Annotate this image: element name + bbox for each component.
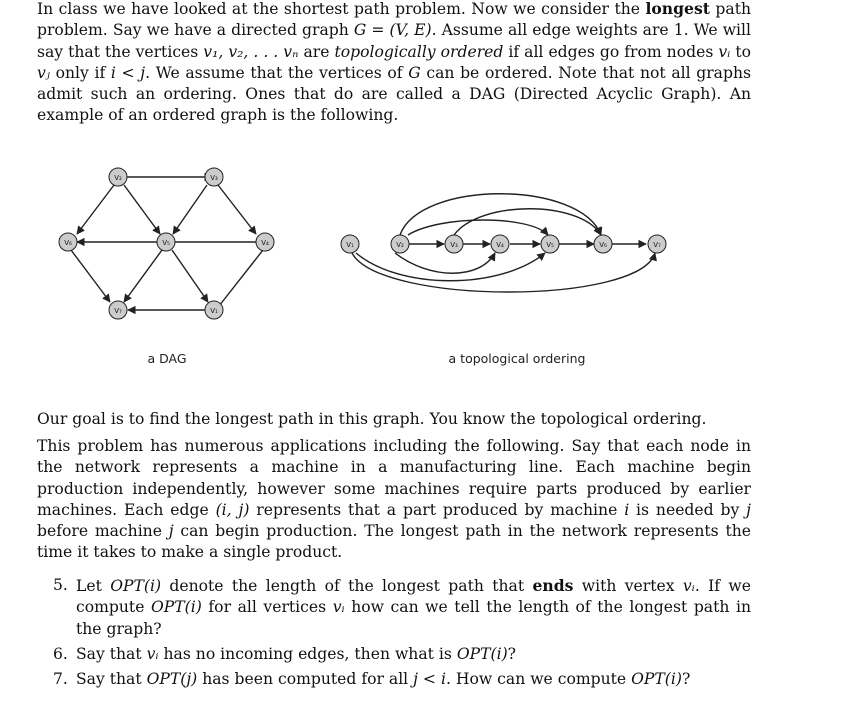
dag-edge	[124, 185, 160, 234]
dag-edge	[71, 250, 110, 302]
dag-nodes	[59, 168, 274, 319]
vi-math: vᵢ	[682, 577, 695, 595]
dag-edge	[218, 185, 256, 234]
vi-math: vᵢ	[718, 42, 731, 61]
question-text: with vertex	[573, 577, 683, 595]
application-text: represents that a part produced by machine	[249, 500, 625, 519]
question-text: how can we tell the length of the longest path in the graph?	[76, 598, 751, 638]
ends-term: ends	[532, 576, 574, 595]
intro-text: . Assume all edge weights are 1. We will say that the vertices	[37, 21, 751, 61]
question-text: Say that	[76, 644, 147, 663]
i-math: i	[624, 500, 630, 519]
application-paragraph	[37, 436, 751, 564]
intro-text: are	[298, 42, 335, 61]
intro-text: can be ordered. Note that not all graphs admit such an ordering. Ones that do are called a DAG (Directed Acyclic Graph). An example of an ordered graph is the following.	[37, 63, 752, 125]
opt-math: OPT(i)	[151, 598, 202, 617]
graph-figure-svg	[0, 140, 850, 380]
application-text: before machine	[37, 522, 169, 541]
topo-edge	[454, 209, 601, 235]
intro-text: . We assume that the vertices of	[145, 63, 409, 82]
j-math: j	[746, 500, 752, 519]
question-number: 6.	[53, 644, 68, 663]
opt-math: OPT(i)	[456, 644, 508, 663]
dag-edge	[124, 250, 162, 302]
intro-text: In class we have looked at the shortest path problem. Now we consider the	[37, 0, 646, 18]
vj-math: vⱼ	[37, 63, 50, 82]
goal-paragraph: Our goal is to find the longest path in this graph. You know the topological ordering.	[37, 410, 707, 428]
svg-text:V₁: V₁	[210, 307, 218, 315]
vertices-math: v₁, v₂, . . . vₙ	[203, 42, 299, 61]
question-number: 7.	[53, 670, 68, 689]
svg-text:V₄: V₄	[261, 239, 269, 247]
dag-node	[59, 233, 77, 251]
vi-math: vᵢ	[146, 644, 159, 663]
svg-text:V₁: V₁	[346, 241, 354, 249]
intro-paragraph	[37, 0, 751, 127]
topo-edge	[352, 253, 655, 292]
topo-node	[594, 235, 612, 253]
question-text: denote the length of the longest path that	[161, 577, 533, 595]
longest-term: longest	[645, 0, 710, 18]
edge-math: (i, j)	[215, 500, 250, 519]
topo-node	[541, 235, 559, 253]
topologically-ordered-term: topologically ordered	[334, 42, 504, 61]
dag-caption: a DAG	[147, 351, 187, 366]
dag-node	[157, 233, 175, 251]
application-text: This problem has numerous applications including the following. Say that each node in the network represents a machine in a manufacturing line. Each machine begin production independently, however some machines require parts produced by earlier machines. Each edge	[37, 437, 751, 519]
dag-node	[109, 168, 127, 186]
intro-text: only if	[49, 63, 111, 82]
j-math: j	[168, 522, 174, 541]
svg-text:V₆: V₆	[599, 241, 607, 249]
svg-text:V₅: V₅	[546, 241, 554, 249]
svg-text:V₂: V₂	[114, 174, 122, 182]
question-5	[37, 575, 751, 640]
opt-math: OPT(i)	[631, 670, 682, 689]
intro-text: path problem. Say we have a directed graph	[37, 0, 752, 40]
j-less-i-math: j < i	[413, 670, 446, 689]
graph-figure	[0, 140, 850, 380]
question-text: . How can we compute	[445, 670, 632, 689]
question-text: ?	[681, 670, 691, 689]
question-text: Say that	[76, 670, 147, 689]
question-text: ?	[507, 644, 517, 663]
intro-text: to	[730, 42, 751, 61]
svg-text:V₂: V₂	[396, 241, 404, 249]
svg-text:V₃: V₃	[450, 241, 458, 249]
dag-node	[205, 301, 223, 319]
topo-node	[341, 235, 359, 253]
question-6	[37, 644, 751, 665]
dag-edge	[172, 250, 208, 302]
dag-edge	[77, 185, 114, 234]
svg-text:V₃: V₃	[210, 174, 218, 182]
opt-math: OPT(j)	[146, 670, 198, 689]
topo-caption: a topological ordering	[448, 351, 586, 366]
dag-node	[205, 168, 223, 186]
application-text: is needed by	[629, 500, 747, 519]
dag-edge	[173, 185, 207, 234]
topo-node	[391, 235, 409, 253]
topo-node	[648, 235, 666, 253]
vi-math: vᵢ	[332, 598, 345, 617]
question-7	[37, 669, 751, 690]
topo-edge	[408, 220, 548, 235]
question-text: has no incoming edges, then what is	[158, 644, 457, 663]
svg-text:V₄: V₄	[496, 241, 504, 249]
topo-node	[491, 235, 509, 253]
question-text: for all vertices	[201, 598, 333, 617]
question-text: . If we compute	[76, 577, 751, 617]
question-number: 5.	[53, 576, 68, 594]
topo-node	[445, 235, 463, 253]
intro-text: if all edges go from nodes	[503, 42, 719, 61]
dag-node	[109, 301, 127, 319]
g-math: G	[408, 63, 421, 82]
topo-edge	[395, 253, 495, 273]
i-less-j-math: i < j	[110, 63, 146, 82]
dag-node	[256, 233, 274, 251]
question-text: Let	[76, 577, 111, 595]
opt-math: OPT(i)	[110, 577, 162, 595]
svg-text:V₇: V₇	[653, 241, 661, 249]
question-list	[37, 575, 751, 694]
graph-math: G = (V, E)	[353, 21, 432, 40]
svg-text:V₆: V₆	[64, 239, 72, 247]
dag-edge	[219, 250, 263, 306]
svg-text:V₅: V₅	[162, 239, 170, 247]
topo-edge	[356, 253, 545, 281]
question-text: has been computed for all	[197, 670, 414, 689]
application-text: can begin production. The longest path in the network represents the time it takes to make a single product.	[37, 522, 751, 562]
svg-text:V₇: V₇	[114, 307, 122, 315]
